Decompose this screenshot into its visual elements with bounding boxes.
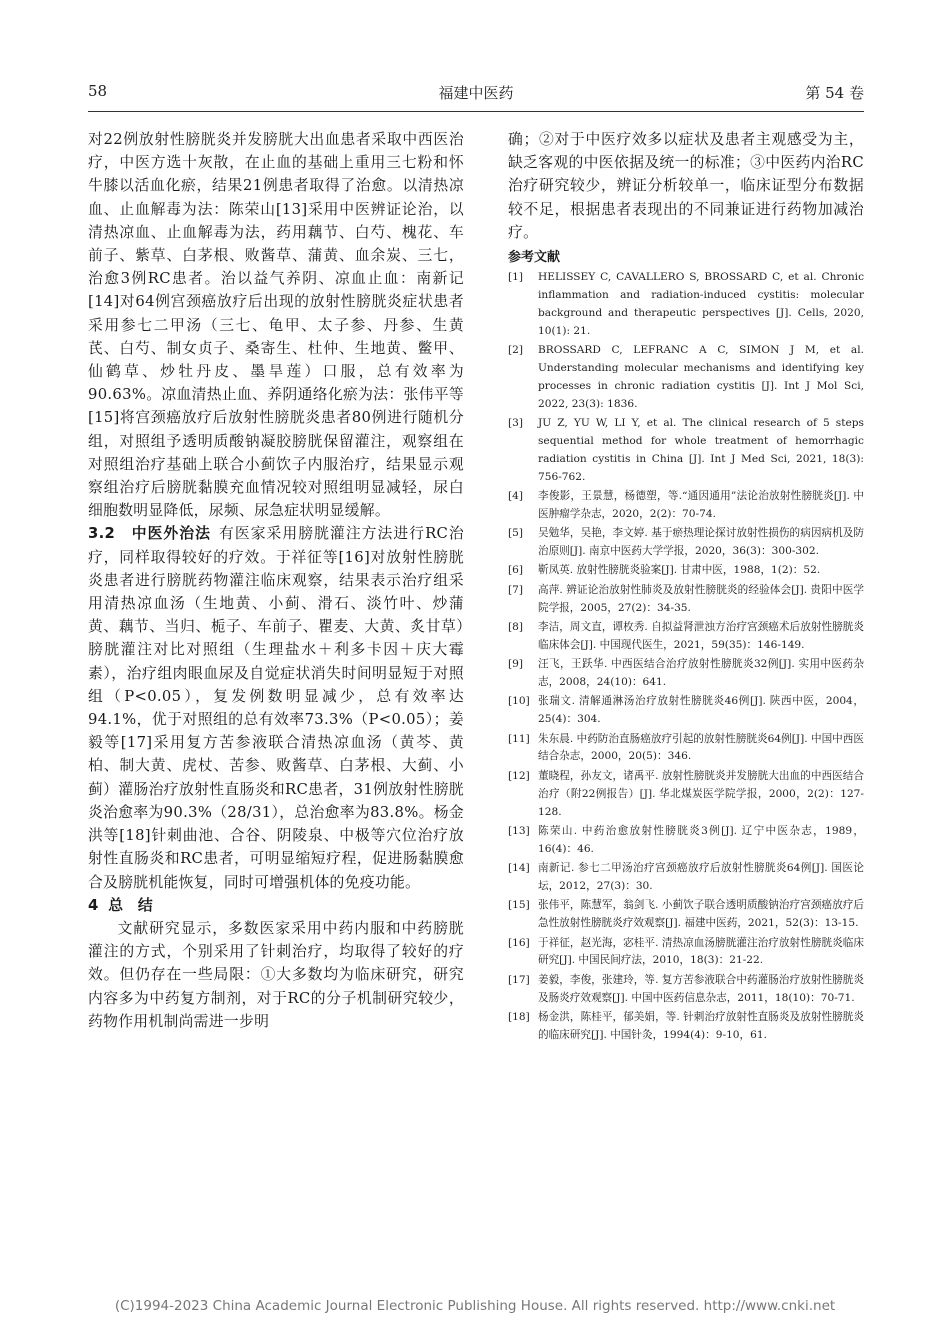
- reference-text: 姜毅，李俊，张建玲，等. 复方苦参液联合中药灌肠治疗放射性膀胱炎及肠炎疗效观察[J]. 中国中医药信息杂志，2011，18(10)：70-71.: [538, 973, 864, 1004]
- header-divider: [88, 111, 864, 112]
- summary-paragraph: 文献研究显示，多数医家采用中药内服和中药膀胱灌注的方式，个别采用了针刺治疗，均取得了较好的疗效。但仍存在一些局限：①大多数均为临床研究，研究内容多为中药复方制剂，对于RC的分子机制研究较少，药物作用机制尚需进一步明: [88, 919, 464, 1030]
- reference-item: [508, 935, 864, 971]
- reference-list: [508, 269, 864, 1045]
- reference-number: [18]: [508, 1010, 530, 1023]
- reference-number: [13]: [508, 824, 530, 837]
- reference-text: 朱东晨. 中药防治直肠癌放疗引起的放射性膀胱炎64例[J]. 中国中西医结合杂志，2000，20(5)：346.: [538, 732, 864, 763]
- reference-text: 于祥征，赵光海，宓桂平. 清热凉血汤膀胱灌注治疗放射性膀胱炎临床研究[J]. 中国民间疗法，2010，18(3)：21-22.: [538, 936, 864, 967]
- reference-item: [508, 342, 864, 414]
- reference-item: [508, 897, 864, 933]
- reference-text: 董晓程，孙友文，诸禹平. 放射性膀胱炎并发膀胱大出血的中西医结合治疗（附22例报告）[J]. 华北煤炭医学院学报，2000，2(2)：127-128.: [538, 769, 864, 818]
- reference-item: [508, 731, 864, 767]
- reference-item: [508, 656, 864, 692]
- reference-number: [17]: [508, 973, 530, 986]
- reference-text: 张伟平，陈慧军，翁剑飞. 小蓟饮子联合透明质酸钠治疗宫颈癌放疗后急性放射性膀胱炎疗效观察[J]. 福建中医药，2021，52(3)：13-15.: [538, 899, 864, 930]
- paragraph-continuation: 对22例放射性膀胱炎并发膀胱大出血患者采取中西医治疗，中医方选十灰散，在止血的基础上重用三七粉和怀牛膝以活血化瘀，结果21例患者取得了治愈。以清热凉血、止血解毒为法：陈荣山[13]采用中医辨证论治，以清热凉血、止血解毒为法，药用藕节、白芍、槐花、车前子、紫草、白茅根、败酱草、蒲黄、血余炭、三七，治愈3例RC患者。治以益气养阴、凉血止血：南新记[14]对64例宫颈癌放疗后出现的放射性膀胱炎症状患者采用参七二甲汤（三七、龟甲、太子参、丹参、生黄芪、白芍、制女贞子、桑寄生、杜仲、生地黄、鳖甲、仙鹤草、炒牡丹皮、墨旱莲）口服，总有效率为90.63%。凉血清热止血、养阴通络化瘀为法：张伟平等[15]将宫颈癌放疗后放射性膀胱炎患者80例进行随机分组，对照组予透明质酸钠凝胶膀胱保留灌注，观察组在对照组治疗基础上联合小蓟饮子内服治疗，结果显示观察组治疗后膀胱黏膜充血情况较对照组明显减轻，尿白细胞数明显降低，尿频、尿急症状明显缓解。: [88, 131, 464, 520]
- subsection-paragraph: [88, 522, 464, 893]
- reference-item: [508, 768, 864, 822]
- reference-text: HELISSEY C, CAVALLERO S, BROSSARD C, et al. Chronic inflammation and radiation-induced cystitis: molecular background and therapeutic perspectives [J]. Cells, 2020, 10(1): 21.: [538, 271, 864, 337]
- reference-number: [15]: [508, 899, 530, 912]
- reference-number: [10]: [508, 695, 530, 708]
- reference-number: [4]: [508, 490, 524, 503]
- right-column: [508, 128, 864, 1045]
- reference-item: [508, 525, 864, 561]
- reference-number: [8]: [508, 620, 524, 633]
- reference-item: [508, 488, 864, 524]
- left-column: [88, 128, 464, 1033]
- reference-item: [508, 693, 864, 729]
- reference-item: [508, 972, 864, 1008]
- reference-text: 汪飞，王跃华. 中西医结合治疗放射性膀胱炎32例[J]. 实用中医药杂志，2008，24(10)：641.: [538, 658, 864, 689]
- reference-text: JU Z, YU W, LI Y, et al. The clinical research of 5 steps sequential method for whole treatment of hemorrhagic radiation cystitis in China [J]. Int J Med Sci, 2021, 18(3): 756-762.: [538, 417, 864, 483]
- subsection-heading: 3.2 中医外治法: [88, 525, 211, 543]
- reference-text: 陈荣山. 中药治愈放射性膀胱炎3例[J]. 辽宁中医杂志，1989，16(4)：46.: [538, 824, 864, 855]
- reference-number: [14]: [508, 862, 530, 875]
- page-number: 58: [88, 82, 108, 100]
- reference-text: 张瑞文. 清解通淋汤治疗放射性膀胱炎46例[J]. 陕西中医，2004，25(4)：304.: [538, 695, 864, 726]
- reference-number: [1]: [508, 271, 524, 284]
- journal-name: 福建中医药: [438, 84, 514, 102]
- reference-text: BROSSARD C, LEFRANC A C, SIMON J M, et al. Understanding molecular mechanisms and identifying key processes in chronic radiation cystitis [J]. Int J Mol Sci, 2022, 23(3): 1836.: [538, 344, 864, 410]
- subsection-text: 有医家采用膀胱灌注方法进行RC治疗，同样取得较好的疗效。于祥征等[16]对放射性膀胱炎患者进行膀胱药物灌注临床观察，结果表示治疗组采用清热凉血汤（生地黄、小蓟、滑石、淡竹叶、炒蒲黄、藕节、当归、栀子、车前子、瞿麦、大黄、炙甘草）膀胱灌注对比对照组（生理盐水＋利多卡因＋庆大霉素），治疗组肉眼血尿及自觉症状消失时间明显短于对照组（P<0.05），复发例数明显减少，总有效率达94.1%，优于对照组的总有效率73.3%（P<0.05）；姜毅等[17]采用复方苦参液联合清热凉血汤（黄芩、黄柏、制大黄、虎杖、苦参、败酱草、白茅根、大蓟、小蓟）灌肠治疗放射性直肠炎和RC患者，31例放射性膀胱炎治愈率为90.3%（28/31），总治愈率为83.8%。杨金洪等[18]针刺曲池、合谷、阴陵泉、中极等穴位治疗放射性直肠炎和RC患者，可明显缩短疗程，促进肠黏膜愈合及膀胱机能恢复，同时可增强机体的免疫功能。: [88, 525, 465, 891]
- volume-label: 第 54 卷: [805, 84, 864, 102]
- reference-number: [6]: [508, 564, 524, 577]
- reference-number: [7]: [508, 583, 524, 596]
- running-header: [88, 82, 864, 110]
- section-heading: [88, 894, 464, 917]
- reference-number: [3]: [508, 417, 524, 430]
- reference-number: [2]: [508, 344, 524, 357]
- references-heading: 参考文献: [508, 250, 561, 266]
- reference-number: [11]: [508, 732, 530, 745]
- reference-text: 杨金洪，陈桂平，郁美娟，等. 针刺治疗放射性直肠炎及放射性膀胱炎的临床研究[J]. 中国针灸，1994(4)：9-10，61.: [538, 1010, 864, 1041]
- reference-text: 高萍. 辨证论治放射性肺炎及放射性膀胱炎的经验体会[J]. 贵阳中医学院学报，2005，27(2)：34-35.: [538, 583, 864, 614]
- reference-number: [9]: [508, 658, 524, 671]
- reference-number: [12]: [508, 769, 530, 782]
- reference-number: [5]: [508, 527, 524, 540]
- reference-item: [508, 823, 864, 859]
- reference-item: [508, 619, 864, 655]
- reference-item: [508, 1009, 864, 1045]
- reference-text: 吴勉华，吴艳，李文婷. 基于瘀热理论探讨放射性损伤的病因病机及防治原则[J]. 南京中医药大学学报，2020，36(3)：300-302.: [538, 527, 864, 558]
- reference-text: 靳凤英. 放射性膀胱炎验案[J]. 甘肃中医，1988，1(2)：52.: [538, 564, 821, 577]
- reference-item: [508, 582, 864, 618]
- reference-item: [508, 562, 864, 580]
- reference-text: 李俊影，王景慧，杨德塑，等.“通因通用”法论治放射性膀胱炎[J]. 中医肿瘤学杂志，2020，2(2)：70-74.: [538, 490, 864, 520]
- copyright-footer: (C)1994-2023 China Academic Journal Electronic Publishing House. All rights reserved. http://www.cnki.net: [114, 1298, 836, 1314]
- reference-text: 南新记. 参七二甲汤治疗宫颈癌放疗后放射性膀胱炎64例[J]. 国医论坛，2012，27(3)：30.: [538, 862, 864, 892]
- reference-item: [508, 415, 864, 487]
- reference-number: [16]: [508, 936, 530, 949]
- section-number: 4: [88, 896, 99, 914]
- reference-text: 李洁，周文直，谭枚秀. 自拟益肾泄浊方治疗宫颈癌术后放射性膀胱炎临床体会[J]. 中国现代医生，2021，59(35)：146-149.: [538, 620, 864, 651]
- summary-continuation: 确；②对于中医疗效多以症状及患者主观感受为主，缺乏客观的中医依据及统一的标准；③中医药内治RC治疗研究较少，辨证分析较单一，临床证型分布数据较不足，根据患者表现出的不同兼证进行药物加减治疗。: [508, 131, 864, 241]
- reference-item: [508, 860, 864, 896]
- reference-item: [508, 269, 864, 341]
- section-title: 总 结: [108, 896, 153, 914]
